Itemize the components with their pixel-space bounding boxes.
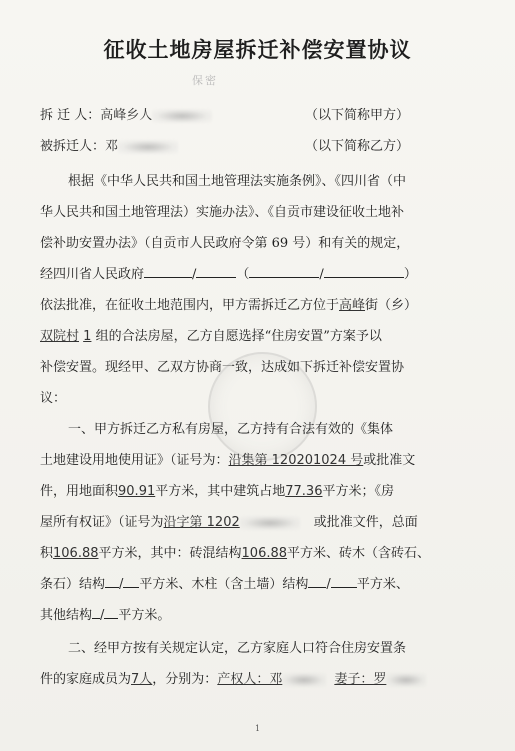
approval-line — [40, 263, 417, 282]
clause-text: 平方米、木柱（含土墙）结构 — [139, 577, 309, 592]
clause-text: 平方米、 — [356, 577, 409, 592]
group-number: 1 — [83, 329, 92, 344]
body-line: 经四川省人民政府 — [40, 267, 145, 282]
blank-underline — [196, 265, 236, 278]
party-b-value: 邓 — [105, 139, 119, 154]
clause-text: 平方米、砖木（含砖石、 — [287, 546, 431, 561]
land-area-value: 90.91 — [118, 484, 156, 499]
village-name: 双院村 — [40, 329, 80, 344]
clause2-line — [40, 668, 426, 687]
town-name: 高峰 — [339, 298, 366, 313]
slash-mark: / — [192, 267, 197, 282]
redaction-blur — [386, 673, 426, 687]
party-a-value: 高峰乡人 — [100, 108, 153, 123]
clause-text: 条石）结构 — [40, 577, 106, 592]
redaction-blur — [152, 109, 212, 123]
clause-text: 或批准文件，总面 — [313, 515, 418, 530]
clause-text: 或批准文 — [363, 453, 416, 468]
body-line: 依法批准，在征收土地范围内，甲方需拆迁乙方位于 — [40, 298, 340, 313]
owner-name: 产权人：邓 — [217, 672, 283, 687]
party-b-label: 被拆迁人： — [40, 139, 106, 154]
slash-mark: / — [326, 577, 331, 592]
redaction-blur — [118, 140, 178, 154]
family-members-count: 7人 — [131, 672, 153, 687]
clause1-line — [40, 511, 418, 530]
clause-text: 平方米，其中建筑占地 — [155, 484, 286, 499]
clause-text: 屋所有权证》（证号为 — [40, 515, 164, 530]
body-line: 议： — [40, 391, 67, 406]
slash-mark: / — [119, 577, 124, 592]
blank-underline — [104, 606, 118, 619]
clause1-line — [40, 604, 170, 623]
house-cert-number: 沿字第 1202 — [163, 515, 240, 530]
paren-open: （ — [236, 267, 250, 282]
clause-text: 土地建设用地使用证》（证号为： — [40, 453, 229, 468]
redaction-blur — [240, 516, 300, 530]
clause1-line: 一、甲方拆迁乙方私有房屋，乙方持有合法有效的《集体 — [68, 422, 394, 437]
clause-text: 平方米，其中：砖混结构 — [98, 546, 242, 561]
redaction-blur — [282, 673, 326, 687]
clause-text: 件的家庭成员为 — [40, 672, 132, 687]
party-a-row — [40, 104, 212, 123]
paren-close: ） — [403, 267, 417, 282]
faint-stamp-text: 保密 — [192, 74, 218, 87]
clause1-line — [40, 480, 394, 499]
official-seal-stamp — [208, 352, 317, 461]
land-cert-number: 沿集第 120201024 号 — [228, 453, 364, 468]
building-area-value: 77.36 — [285, 484, 323, 499]
clause-text: 其他结构 — [40, 608, 93, 623]
party-b-note: （以下简称乙方） — [305, 139, 410, 154]
unit-label: 街（乡） — [365, 298, 418, 313]
clause1-line — [40, 449, 415, 468]
blank-underline — [249, 265, 319, 278]
clause-text: 积 — [40, 546, 54, 561]
clause-text: ，分别为： — [152, 672, 218, 687]
clause-text: 平方米。 — [118, 608, 171, 623]
group-suffix: 组的合法房屋，乙方自愿选择“住房安置”方案予以 — [95, 329, 382, 344]
body-line: 补偿安置。现经甲、乙双方协商一致，达成如下拆迁补偿安置协 — [40, 360, 405, 375]
clause-text: 件，用地面积 — [40, 484, 119, 499]
clause1-line — [40, 573, 409, 592]
total-area-value: 106.88 — [53, 546, 99, 561]
slash-mark: / — [319, 267, 324, 282]
location-line — [40, 294, 417, 313]
body-line: 偿补助安置办法》（自贡市人民政府令第 69 号）和有关的规定， — [40, 236, 410, 251]
page-number: 1 — [254, 724, 261, 733]
blank-underline — [331, 575, 357, 588]
clause2-line: 二、经甲方按有关规定认定，乙方家庭人口符合住房安置条 — [68, 641, 407, 656]
blank-underline — [123, 575, 139, 588]
party-b-row — [40, 135, 178, 154]
page-title: 征收土地房屋拆迁补偿安置协议 — [103, 38, 412, 62]
party-a-label: 拆 迁 人： — [40, 108, 101, 123]
village-line — [40, 325, 382, 344]
body-line: 根据《中华人民共和国土地管理法实施条例》、《四川省（中 — [68, 174, 407, 189]
brick-area-value: 106.88 — [241, 546, 288, 561]
blank-underline — [105, 575, 119, 588]
clause-text: 平方米；《房 — [322, 484, 394, 499]
spouse-name: 妻子：罗 — [334, 672, 387, 687]
party-a-note: （以下简称甲方） — [305, 108, 410, 123]
clause1-line — [40, 542, 430, 561]
blank-underline — [92, 606, 100, 619]
body-line: 华人民共和国土地管理法）实施办法》、《自贡市建设征收土地补 — [40, 205, 405, 220]
slash-mark: / — [100, 608, 105, 623]
blank-underline — [308, 575, 326, 588]
blank-underline — [324, 265, 404, 278]
blank-underline — [144, 265, 192, 278]
